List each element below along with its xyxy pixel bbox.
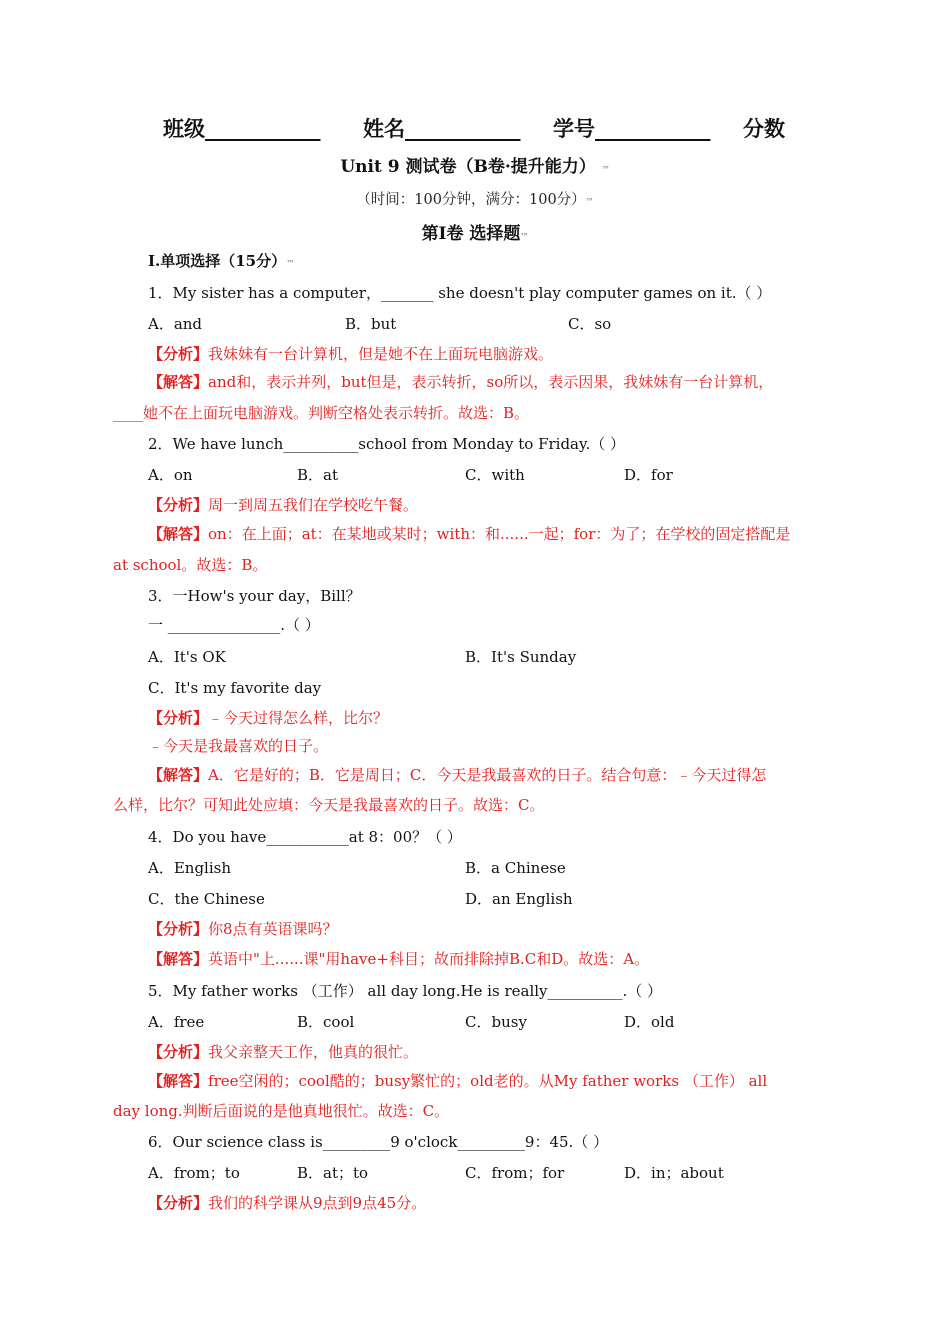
q6-option-d: D．in；about bbox=[624, 1164, 724, 1182]
q2-option-d: D．for bbox=[624, 466, 673, 484]
q2-option-c: C．with bbox=[465, 466, 525, 484]
part-heading: Ⅰ.单项选择（15分）™ bbox=[148, 252, 295, 270]
q5-option-b: B．cool bbox=[297, 1013, 355, 1031]
q2-answer: 【解答】on：在上面；at：在某地或某时；with：和......一起；for：为了；在学校的固定搭配是 bbox=[148, 525, 791, 543]
q5-answer-cont: day long.判断后面说的是他真地很忙。故选：C。 bbox=[113, 1102, 450, 1120]
q5-option-a: A．free bbox=[148, 1013, 205, 1031]
q5-option-d: D．old bbox=[624, 1013, 675, 1031]
q5-answer: 【解答】free空闲的；cool酷的；busy繁忙的；old老的。从My father works （工作） all bbox=[148, 1072, 768, 1090]
page-title: Unit 9 测试卷（B卷·提升能力） ™ bbox=[340, 157, 610, 177]
q3-option-c: C．It's my favorite day bbox=[148, 679, 322, 697]
q6-option-b: B．at；to bbox=[297, 1164, 369, 1182]
q4-option-d: D．an English bbox=[465, 890, 573, 908]
q6-option-c: C．from；for bbox=[465, 1164, 565, 1182]
q3-analysis: 【分析】﹣今天过得怎么样，比尔？ bbox=[148, 709, 389, 727]
question-5-stem: 5．My father works （工作） all day long.He is really__________.（ ） bbox=[148, 982, 663, 1000]
q5-option-c: C．busy bbox=[465, 1013, 527, 1031]
q3-option-b: B．It's Sunday bbox=[465, 648, 577, 666]
score-field: 分数 bbox=[743, 116, 785, 141]
q4-option-a: A．English bbox=[148, 859, 231, 877]
q1-answer-cont: ____她不在上面玩电脑游戏。判断空格处表示转折。故选：B。 bbox=[113, 404, 530, 422]
question-6-stem: 6．Our science class is_________9 o'clock_________9：45.（ ） bbox=[148, 1133, 609, 1151]
q4-option-b: B．a Chinese bbox=[465, 859, 566, 877]
q2-option-a: A．on bbox=[148, 466, 193, 484]
q4-answer: 【解答】英语中"上......课"用have+科目；故而排除掉B.C和D。故选：A。 bbox=[148, 950, 650, 968]
q1-option-c: C．so bbox=[568, 315, 612, 333]
q2-option-b: B．at bbox=[297, 466, 338, 484]
q4-option-c: C．the Chinese bbox=[148, 890, 265, 908]
section-heading: 第Ⅰ卷 选择题™ bbox=[421, 224, 529, 244]
question-3-stem: 3．一How's your day，Bill？ bbox=[148, 587, 361, 605]
q2-analysis: 【分析】周一到周五我们在学校吃午餐。 bbox=[148, 496, 419, 514]
q3-answer-cont: 么样，比尔？可知此处应填：今天是我最喜欢的日子。故选：C。 bbox=[113, 796, 545, 814]
q6-analysis: 【分析】我们的科学课从9点到9点45分。 bbox=[148, 1194, 427, 1212]
q3-analysis-cont: ﹣今天是我最喜欢的日子。 bbox=[148, 737, 329, 755]
student-id-field: 学号___________ bbox=[553, 116, 711, 141]
q1-option-a: A．and bbox=[148, 315, 203, 333]
q1-answer: 【解答】and和，表示并列，but但是，表示转折，so所以，表示因果，我妹妹有一台计算机， bbox=[148, 373, 774, 391]
q5-analysis: 【分析】我父亲整天工作，他真的很忙。 bbox=[148, 1043, 419, 1061]
q2-answer-cont: at school。故选：B。 bbox=[113, 556, 268, 574]
class-field: 班级___________ bbox=[163, 116, 321, 141]
time-info: （时间：100分钟，满分：100分）™ bbox=[356, 192, 594, 208]
q4-analysis: 【分析】你8点有英语课吗？ bbox=[148, 920, 338, 938]
q6-option-a: A．from；to bbox=[148, 1164, 240, 1182]
question-4-stem: 4．Do you have___________at 8：00？（ ） bbox=[148, 828, 462, 846]
name-field: 姓名___________ bbox=[363, 116, 521, 141]
q3-option-a: A．It's OK bbox=[148, 648, 226, 666]
question-3-reply: 一 _______________.（ ） bbox=[148, 616, 320, 634]
q1-option-b: B．but bbox=[345, 315, 397, 333]
question-1-stem: 1．My sister has a computer，_______ she doesn't play computer games on it.（ ） bbox=[148, 284, 772, 302]
q3-answer: 【解答】A．它是好的；B．它是周日；C．今天是我最喜欢的日子。结合句意：﹣今天过得怎 bbox=[148, 766, 767, 784]
q1-analysis: 【分析】我妹妹有一台计算机，但是她不在上面玩电脑游戏。 bbox=[148, 345, 554, 363]
question-2-stem: 2．We have lunch__________school from Monday to Friday.（ ） bbox=[148, 435, 626, 453]
